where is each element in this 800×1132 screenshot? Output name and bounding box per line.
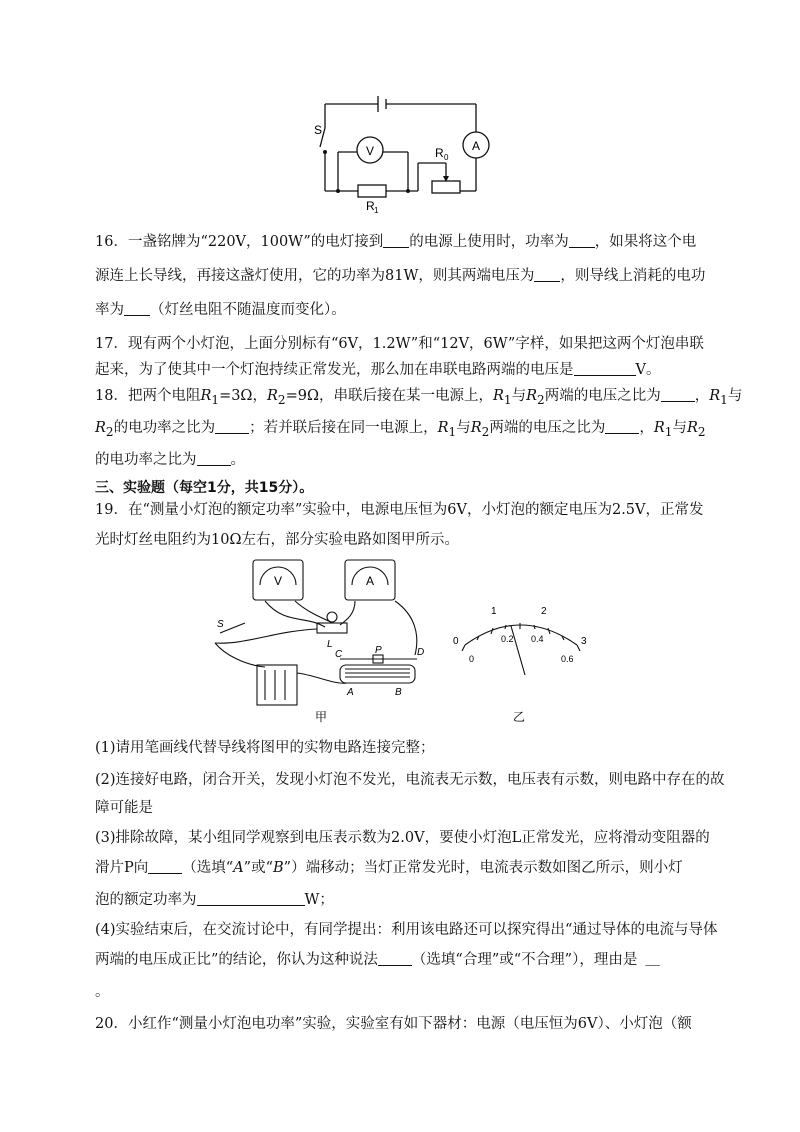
figure-yi-caption: 乙: [513, 710, 526, 724]
switch-label: S: [314, 123, 323, 137]
yi-top-tick-3: 3: [581, 636, 587, 647]
yi-bottom-tick-1: 0.2: [501, 634, 514, 644]
q19-part4-line3: 。: [95, 984, 110, 1000]
q18-line1: 18．把两个电阻$R_1=3\Omega$，$R_2=9\Omega$，串联后接在某一电源上，$R_1$与$R_2$两端的电压之比为 ，$R_1$与: [95, 388, 743, 407]
voltmeter-label: V: [366, 144, 375, 158]
q17-line1: 17．现有两个小灯泡，上面分别标有“6V，1.2W”和“12V，6W”字样，如果把这两个灯泡串联: [95, 336, 704, 352]
figure-jia-physical-circuit: [205, 555, 435, 725]
jia-c-label: C: [335, 649, 343, 660]
jia-d-label: D: [417, 647, 425, 658]
q19-part3-line2: 滑片P向 （选填“A”或“B”）端移动；当灯正常发光时，电流表示数如图乙所示，则小灯: [95, 860, 683, 876]
figure-jia-caption: 甲: [315, 710, 328, 724]
jia-ammeter-label: A: [366, 574, 375, 588]
q19-part4-line1: (4)实验结束后，在交流讨论中，有同学提出：利用该电路还可以探究得出“通过导体的电流与导体: [95, 922, 718, 938]
rheostat-sub: 0: [444, 153, 449, 162]
resistor-sub: 1: [374, 206, 379, 215]
jia-p-label: P: [375, 645, 382, 656]
q16-line1: 16．一盏铭牌为“220V，100W”的电灯接到 的电源上使用时，功率为 ，如果将这个电: [95, 234, 697, 250]
q19-part2-line2: 障可能是: [95, 800, 153, 816]
jia-a-label: A: [347, 687, 354, 698]
yi-bottom-tick-2: 0.4: [531, 634, 544, 644]
figure-yi-ammeter-dial: [445, 600, 595, 725]
q18-line2: $R_2$的电功率之比为 ；若并联后接在同一电源上，$R_1$与$R_2$两端的电压之比为 ，$R_1$与$R_2$: [95, 420, 706, 439]
q16-line3: 率为 （灯丝电阻不随温度而变化）。: [95, 302, 346, 318]
jia-lamp-label: L: [327, 639, 333, 650]
circuit-diagram: [300, 90, 510, 215]
q19-part1: (1)请用笔画线代替导线将图甲的实物电路连接完整；: [95, 740, 435, 756]
yi-bottom-tick-0: 0: [469, 654, 475, 664]
yi-top-tick-1: 1: [491, 606, 497, 617]
jia-voltmeter-label: V: [274, 574, 283, 588]
ammeter-label: A: [472, 139, 481, 153]
yi-bottom-tick-3: 0.6: [561, 654, 574, 664]
yi-top-tick-2: 2: [541, 606, 547, 617]
q16-line2: 源连上长导线，再接这盏灯使用，它的功率为81W，则其两端电压为 ，则导线上消耗的电功: [95, 268, 706, 284]
resistor-label: R: [366, 199, 375, 213]
jia-b-label: B: [395, 687, 402, 698]
q17-line2: 起来，为了使其中一个灯泡持续正常发光，那么加在串联电路两端的电压是 V。: [95, 362, 661, 378]
q20-line1: 20．小红作“测量小灯泡电功率”实验，实验室有如下器材：电源（电压恒为6V）、小灯泡（额: [95, 1016, 692, 1032]
q19-part3-line1: (3)排除故障，某小组同学观察到电压表示数为2.0V，要使小灯泡L正常发光，应将滑动变阻器的: [95, 830, 710, 846]
section-heading: 三、实验题（每空1分，共15分）。: [95, 480, 314, 496]
q19-line1: 19．在“测量小灯泡的额定功率”实验中，电源电压恒为6V，小灯泡的额定电压为2.5V，正常发: [95, 502, 704, 518]
yi-top-tick-0: 0: [453, 636, 459, 647]
q19-part2-line1: (2)连接好电路，闭合开关，发现小灯泡不发光，电流表无示数，电压表有示数，则电路中存在的故: [95, 772, 725, 788]
rheostat-label: R: [435, 146, 444, 160]
q19-part3-line3: 泡的额定功率为 W；: [95, 892, 334, 908]
q18-line3: 的电功率之比为 。: [95, 452, 245, 468]
jia-switch-label: S: [217, 619, 224, 630]
q19-part4-line2: 两端的电压成正比”的结论，你认为这种说法 （选填“合理”或“不合理”），理由是 ＿: [95, 952, 660, 968]
q19-line2: 光时灯丝电阻约为10Ω左右，部分实验电路如图甲所示。: [95, 532, 459, 548]
